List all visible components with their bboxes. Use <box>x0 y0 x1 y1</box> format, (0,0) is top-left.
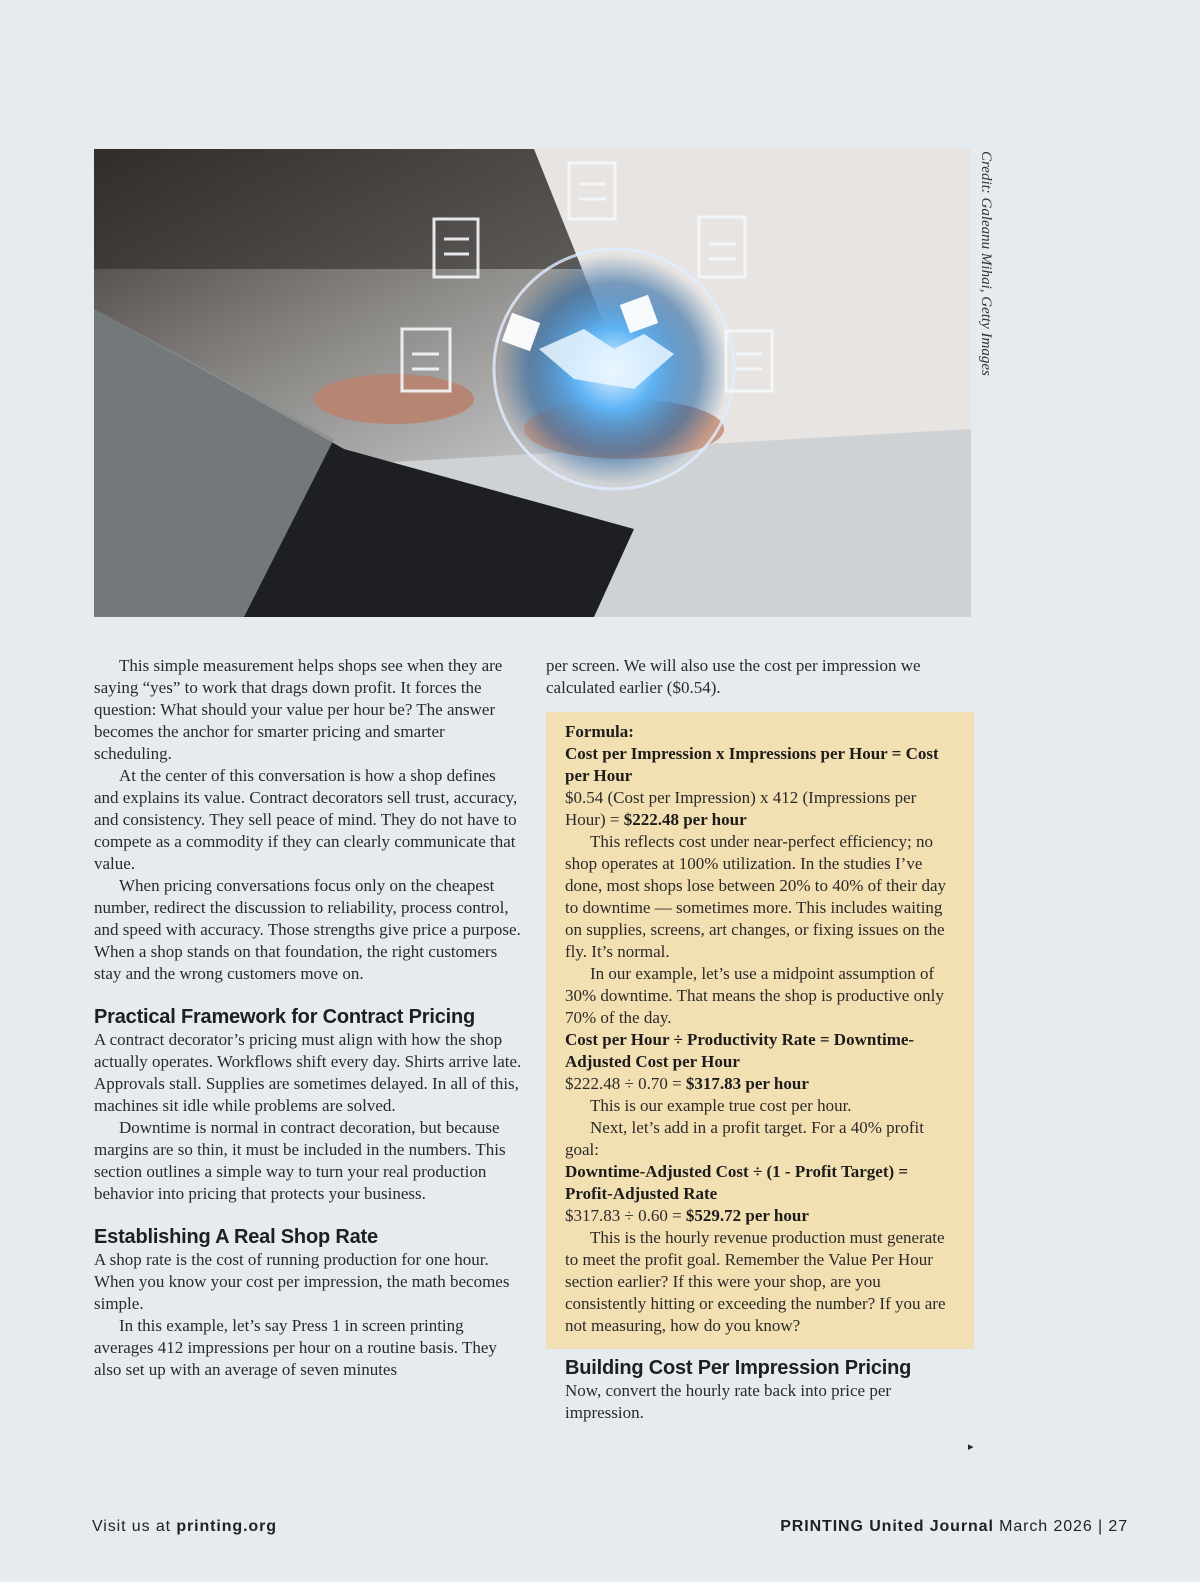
body-paragraph: Downtime is normal in contract decoration, but because margins are so thin, it must be included in the numbers. This section outlines a simple way to turn your real production behavior into pricing that protects your business. <box>94 1118 506 1203</box>
hero-photo <box>94 149 971 617</box>
body-paragraph: This reflects cost under near-perfect efficiency; no shop operates at 100% utilization. In the studies I’ve done, most shops lose between 20% to 40% of their day to downtime — sometimes more. This includes waiting on supplies, screens, art changes, or fixing issues on the fly. It’s normal. <box>565 832 947 961</box>
body-paragraph: A contract decorator’s pricing must align with how the shop actually operates. Workflows shift every day. Shirts arrive late. Approvals stall. Supplies are sometimes delayed. In all of this, machines sit idle while problems are solved. <box>94 1030 522 1115</box>
calculation-line: $317.83 ÷ 0.60 = $529.72 per hour <box>565 1206 809 1225</box>
body-paragraph: This is the hourly revenue production must generate to meet the profit goal. Remember the Value Per Hour section earlier? If this were your shop, are you consistently hitting or exceeding the number? If you are not measuring, how do you know? <box>565 1228 946 1335</box>
body-paragraph: This simple measurement helps shops see when they are saying “yes” to work that drags down profit. It forces the question: What should your value per hour be? The answer becomes the anchor for smarter pricing and smarter scheduling. <box>94 656 503 763</box>
left-column <box>94 655 522 1381</box>
body-paragraph: This is our example true cost per hour. <box>590 1096 852 1115</box>
handshake-hologram-illustration <box>94 149 971 617</box>
formula: Cost per Impression x Impressions per Hour = Cost per Hour <box>565 744 939 785</box>
section-heading: Establishing A Real Shop Rate <box>94 1226 378 1248</box>
body-paragraph: Now, convert the hourly rate back into price per impression. <box>565 1381 892 1422</box>
footer-folio <box>780 1518 1128 1536</box>
footer-website: Visit us at printing.org <box>92 1518 277 1535</box>
formula-label: Formula: <box>565 722 634 741</box>
formula: Cost per Hour ÷ Productivity Rate = Downtime-Adjusted Cost per Hour <box>565 1030 915 1071</box>
publication-name: PRINTING United Journal <box>780 1518 994 1535</box>
calculation-line: $222.48 ÷ 0.70 = $317.83 per hour <box>565 1074 809 1093</box>
photo-credit: Credit: Galeanu Mihai, Getty Images <box>978 151 994 376</box>
calculation-result: $222.48 per hour <box>623 810 747 829</box>
issue-and-page: March 2026 | 27 <box>993 1518 1128 1535</box>
body-paragraph: In this example, let’s say Press 1 in screen printing averages 412 impressions per hour on a routine basis. They also set up with an average of seven minutes <box>94 1316 497 1379</box>
after-sidebar <box>546 1356 974 1424</box>
body-paragraph: At the center of this conversation is how a shop defines and explains its value. Contract decorators sell trust, accuracy, and consistency. They sell peace of mind. They do not have to compete as a commodity if they can clearly communicate that value. <box>94 766 518 873</box>
body-paragraph: A shop rate is the cost of running production for one hour. When you know your cost per impression, the math becomes simple. <box>94 1250 510 1313</box>
formula: Downtime-Adjusted Cost ÷ (1 - Profit Target) = Profit-Adjusted Rate <box>565 1162 909 1203</box>
calculation-result: $529.72 per hour <box>685 1206 809 1225</box>
formula-sidebar <box>546 712 974 1349</box>
section-heading: Building Cost Per Impression Pricing <box>565 1357 912 1379</box>
body-paragraph: In our example, let’s use a midpoint assumption of 30% downtime. That means the shop is productive only 70% of the day. <box>565 964 944 1027</box>
section-heading: Practical Framework for Contract Pricing <box>94 1006 476 1028</box>
continued-arrow-icon: ▸ <box>968 1440 974 1453</box>
right-column <box>546 655 974 1424</box>
calculation-line: $0.54 (Cost per Impression) x 412 (Impressions per Hour) = $222.48 per hour <box>565 788 917 829</box>
footer-site-link[interactable]: printing.org <box>176 1518 277 1535</box>
body-paragraph: When pricing conversations focus only on the cheapest number, redirect the discussion to reliability, process control, and speed with accuracy. Those strengths give price a purpose. When a shop stands on that foundation, the right customers stay and the wrong customers move on. <box>94 876 521 983</box>
body-paragraph: Next, let’s add in a profit target. For a 40% profit goal: <box>565 1118 924 1159</box>
body-paragraph: per screen. We will also use the cost per impression we calculated earlier ($0.54). <box>546 656 921 697</box>
calculation-result: $317.83 per hour <box>685 1074 809 1093</box>
